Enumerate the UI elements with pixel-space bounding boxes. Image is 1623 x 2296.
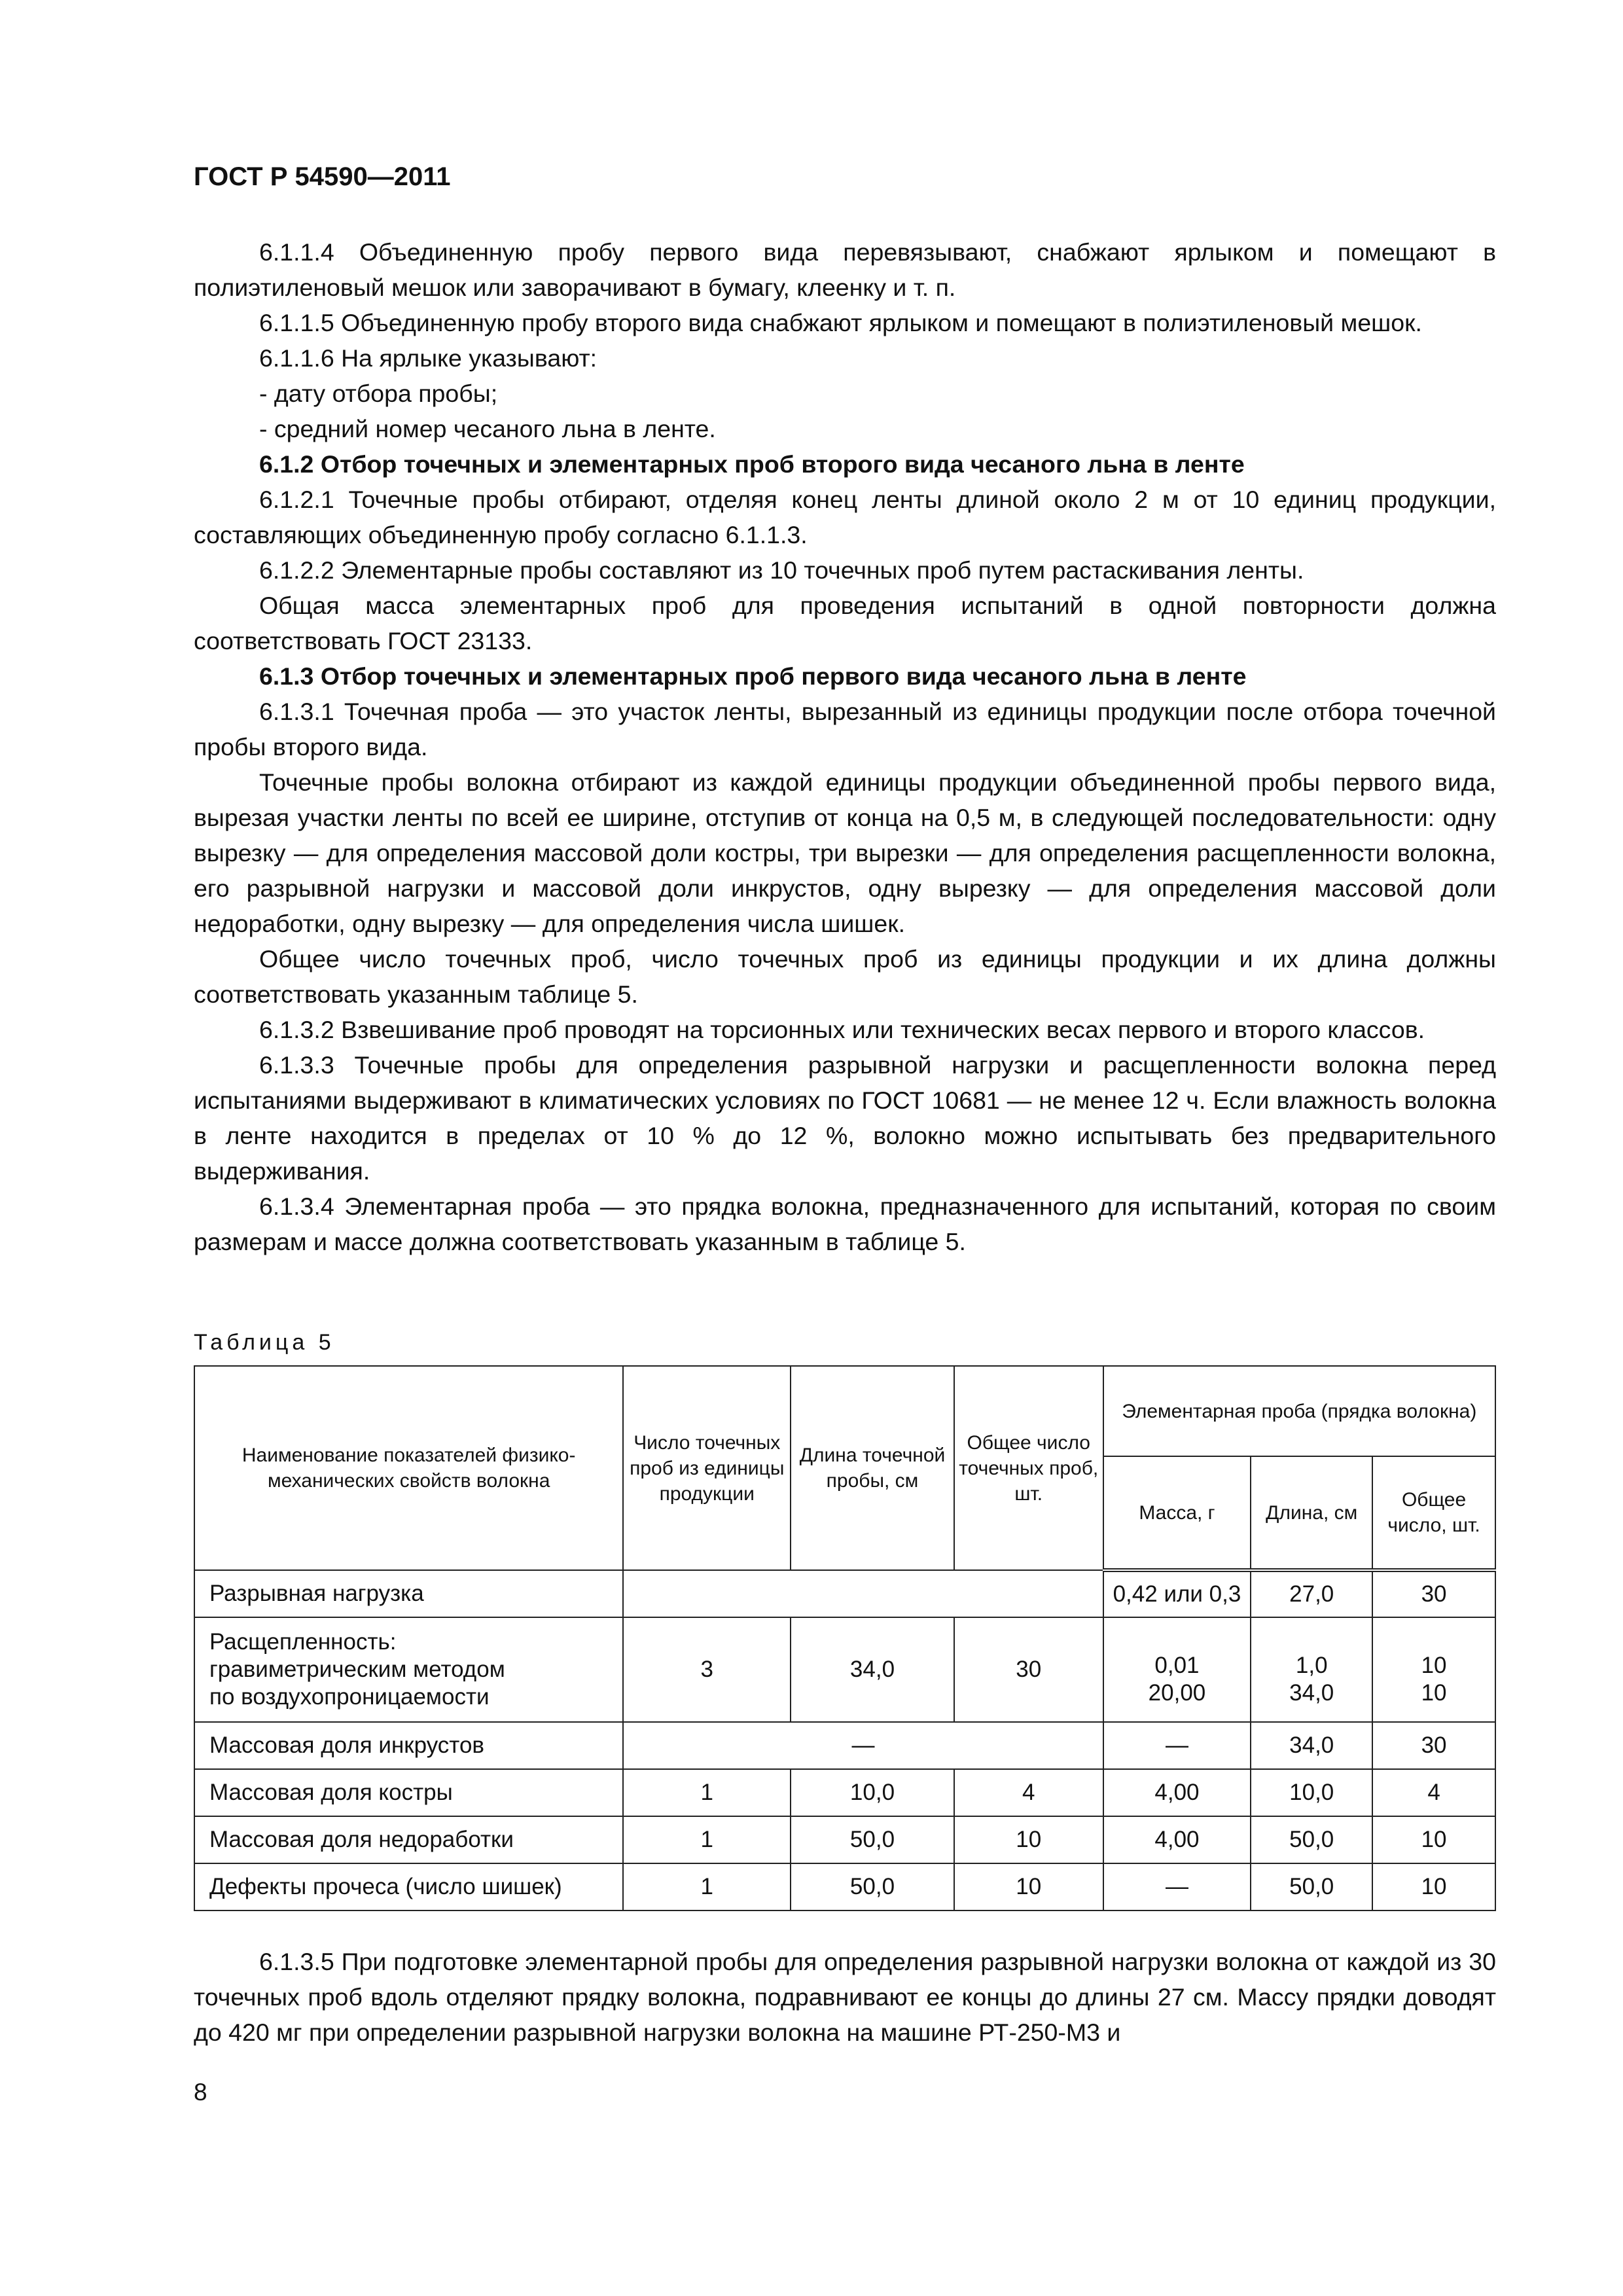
section-heading: 6.1.3 Отбор точечных и элементарных проб первого вида чесаного льна в ленте [259, 662, 1247, 690]
list-item: - средний номер чесаного льна в ленте. [259, 415, 716, 442]
cell-name: Массовая доля инкрустов [194, 1722, 623, 1769]
cell-name: Дефекты прочеса (число шишек) [194, 1863, 623, 1910]
cell-line: 0,01 [1154, 1653, 1200, 1678]
body-text-after-table [194, 1944, 1496, 2050]
cell-el-length: 50,0 [1251, 1863, 1372, 1910]
cell-el-length: 50,0 [1251, 1816, 1372, 1863]
col-header-length: Длина точечной пробы, см [791, 1366, 954, 1570]
col-header-name: Наименование показателей физико-механических свойств волокна [194, 1366, 623, 1570]
paragraph: 6.1.3.1 Точечная проба — это участок ленты, вырезанный из единицы продукции после отбора точечной пробы второго вида. [194, 698, 1496, 761]
cell-total: 10 [954, 1816, 1103, 1863]
document-header: ГОСТ Р 54590—2011 [194, 162, 451, 191]
cell-line: по воздухопроницаемости [209, 1684, 490, 1710]
table-row [194, 1863, 1495, 1910]
cell-total: 10 [954, 1863, 1103, 1910]
paragraph: Точечные пробы волокна отбирают из каждой единицы продукции объединенной пробы первого вида, вырезая участки ленты по всей ее ширине, отступив от конца на 0,5 м, в следующей последовательности: одну вырезку — для определения массовой доли костры, три вырезки — для определения расщепленности волокна, его разрывной нагрузки и массовой доли инкрустов, одну вырезку — для определения массовой доли недоработки, одну вырезку — для определения числа шишек. [194, 768, 1496, 937]
col-header-el-total: Общее число, шт. [1372, 1456, 1495, 1570]
paragraph: 6.1.3.2 Взвешивание проб проводят на торсионных или технических весах первого и второго классов. [259, 1016, 1425, 1043]
cell-el-total: 4 [1372, 1769, 1495, 1816]
cell-mass: 4,00 [1103, 1816, 1251, 1863]
cell-name: Разрывная нагрузка [194, 1570, 623, 1617]
page-number: 8 [194, 2079, 207, 2106]
paragraph: 6.1.1.4 Объединенную пробу первого вида перевязывают, снабжают ярлыком и помещают в полиэтиленовый мешок или заворачивают в бумагу, клеенку и т. п. [194, 238, 1496, 301]
paragraph: 6.1.3.5 При подготовке элементарной пробы для определения разрывной нагрузки волокна от каждой из 30 точечных проб вдоль отделяют прядку волокна, подравнивают ее концы до длины 27 см. Массу прядки доводят до 420 мг при определении разрывной нагрузки волокна на машине РТ-250-М3 и [194, 1948, 1496, 2046]
cell-el-total: 30 [1372, 1570, 1495, 1617]
paragraph: 6.1.2.2 Элементарные пробы составляют из 10 точечных проб путем растаскивания ленты. [259, 556, 1304, 584]
col-header-count-per-unit: Число точечных проб из единицы продукции [623, 1366, 791, 1570]
table-row [194, 1617, 1495, 1722]
table-caption: Таблица 5 [194, 1330, 335, 1355]
cell-mass [1103, 1617, 1251, 1722]
cell-name: Массовая доля недоработки [194, 1816, 623, 1863]
cell-mass: — [1103, 1722, 1251, 1769]
paragraph: 6.1.2.1 Точечные пробы отбирают, отделяя конец ленты длиной около 2 м от 10 единиц продукции, составляющих объединенную пробу согласно 6.1.1.3. [194, 486, 1496, 548]
section-heading: 6.1.2 Отбор точечных и элементарных проб второго вида чесаного льна в ленте [259, 450, 1245, 478]
paragraph: 6.1.1.6 На ярлыке указывают: [259, 344, 597, 372]
paragraph: 6.1.1.5 Объединенную пробу второго вида снабжают ярлыком и помещают в полиэтиленовый мешок. [259, 309, 1422, 336]
cell-el-total: 10 [1372, 1816, 1495, 1863]
col-header-mass: Масса, г [1103, 1456, 1251, 1570]
cell-count: 1 [623, 1863, 791, 1910]
cell-line: 1,0 [1295, 1653, 1328, 1678]
cell-el-total: 30 [1372, 1722, 1495, 1769]
cell-count: 1 [623, 1769, 791, 1816]
cell-line: 10 [1421, 1653, 1447, 1678]
cell-el-total: 10 [1372, 1863, 1495, 1910]
body-text [194, 234, 1496, 1259]
paragraph: 6.1.3.4 Элементарная проба — это прядка волокна, предназначенного для испытаний, которая по своим размерам и массе должна соответствовать указанным в таблице 5. [194, 1193, 1496, 1255]
table-row [194, 1722, 1495, 1769]
cell-length: 10,0 [791, 1769, 954, 1816]
cell-count: 3 [623, 1617, 791, 1722]
paragraph: Общее число точечных проб, число точечных проб из единицы продукции и их длина должны соответствовать указанным таблице 5. [194, 945, 1496, 1008]
cell-line: 34,0 [1289, 1680, 1334, 1706]
cell-mass: 0,42 или 0,3 [1103, 1570, 1251, 1617]
list-item: - дату отбора пробы; [259, 380, 498, 407]
cell-total: 30 [954, 1617, 1103, 1722]
cell-el-length [1251, 1617, 1372, 1722]
cell-empty [623, 1570, 1103, 1617]
cell-mass: 4,00 [1103, 1769, 1251, 1816]
cell-length: 50,0 [791, 1863, 954, 1910]
cell-el-length: 10,0 [1251, 1769, 1372, 1816]
cell-length: 34,0 [791, 1617, 954, 1722]
table-row [194, 1816, 1495, 1863]
cell-el-length: 34,0 [1251, 1722, 1372, 1769]
table-row [194, 1570, 1495, 1617]
cell-mass: — [1103, 1863, 1251, 1910]
cell-total: 4 [954, 1769, 1103, 1816]
cell-merged: — [623, 1722, 1103, 1769]
paragraph: Общая масса элементарных проб для проведения испытаний в одной повторности должна соответствовать ГОСТ 23133. [194, 592, 1496, 655]
cell-line: 10 [1421, 1680, 1447, 1706]
col-header-elementary-group: Элементарная проба (прядка волокна) [1103, 1366, 1495, 1456]
table-row [194, 1769, 1495, 1816]
cell-line: 20,00 [1148, 1680, 1206, 1706]
cell-el-length: 27,0 [1251, 1570, 1372, 1617]
paragraph: 6.1.3.3 Точечные пробы для определения разрывной нагрузки и расщепленности волокна перед испытаниями выдерживают в климатических условиях по ГОСТ 10681 — не менее 12 ч. Если влажность волокна в ленте находится в пределах от 10 % до 12 %, волокно можно испытывать без предварительного выдерживания. [194, 1051, 1496, 1185]
cell-el-total [1372, 1617, 1495, 1722]
cell-name [194, 1617, 623, 1722]
cell-line: гравиметрическим методом [209, 1657, 505, 1682]
col-header-total: Общее число точечных проб, шт. [954, 1366, 1103, 1570]
cell-name: Массовая доля костры [194, 1769, 623, 1816]
cell-count: 1 [623, 1816, 791, 1863]
table-5 [194, 1365, 1496, 1911]
col-header-el-length: Длина, см [1251, 1456, 1372, 1570]
cell-line: Расщепленность: [209, 1629, 397, 1655]
cell-length: 50,0 [791, 1816, 954, 1863]
